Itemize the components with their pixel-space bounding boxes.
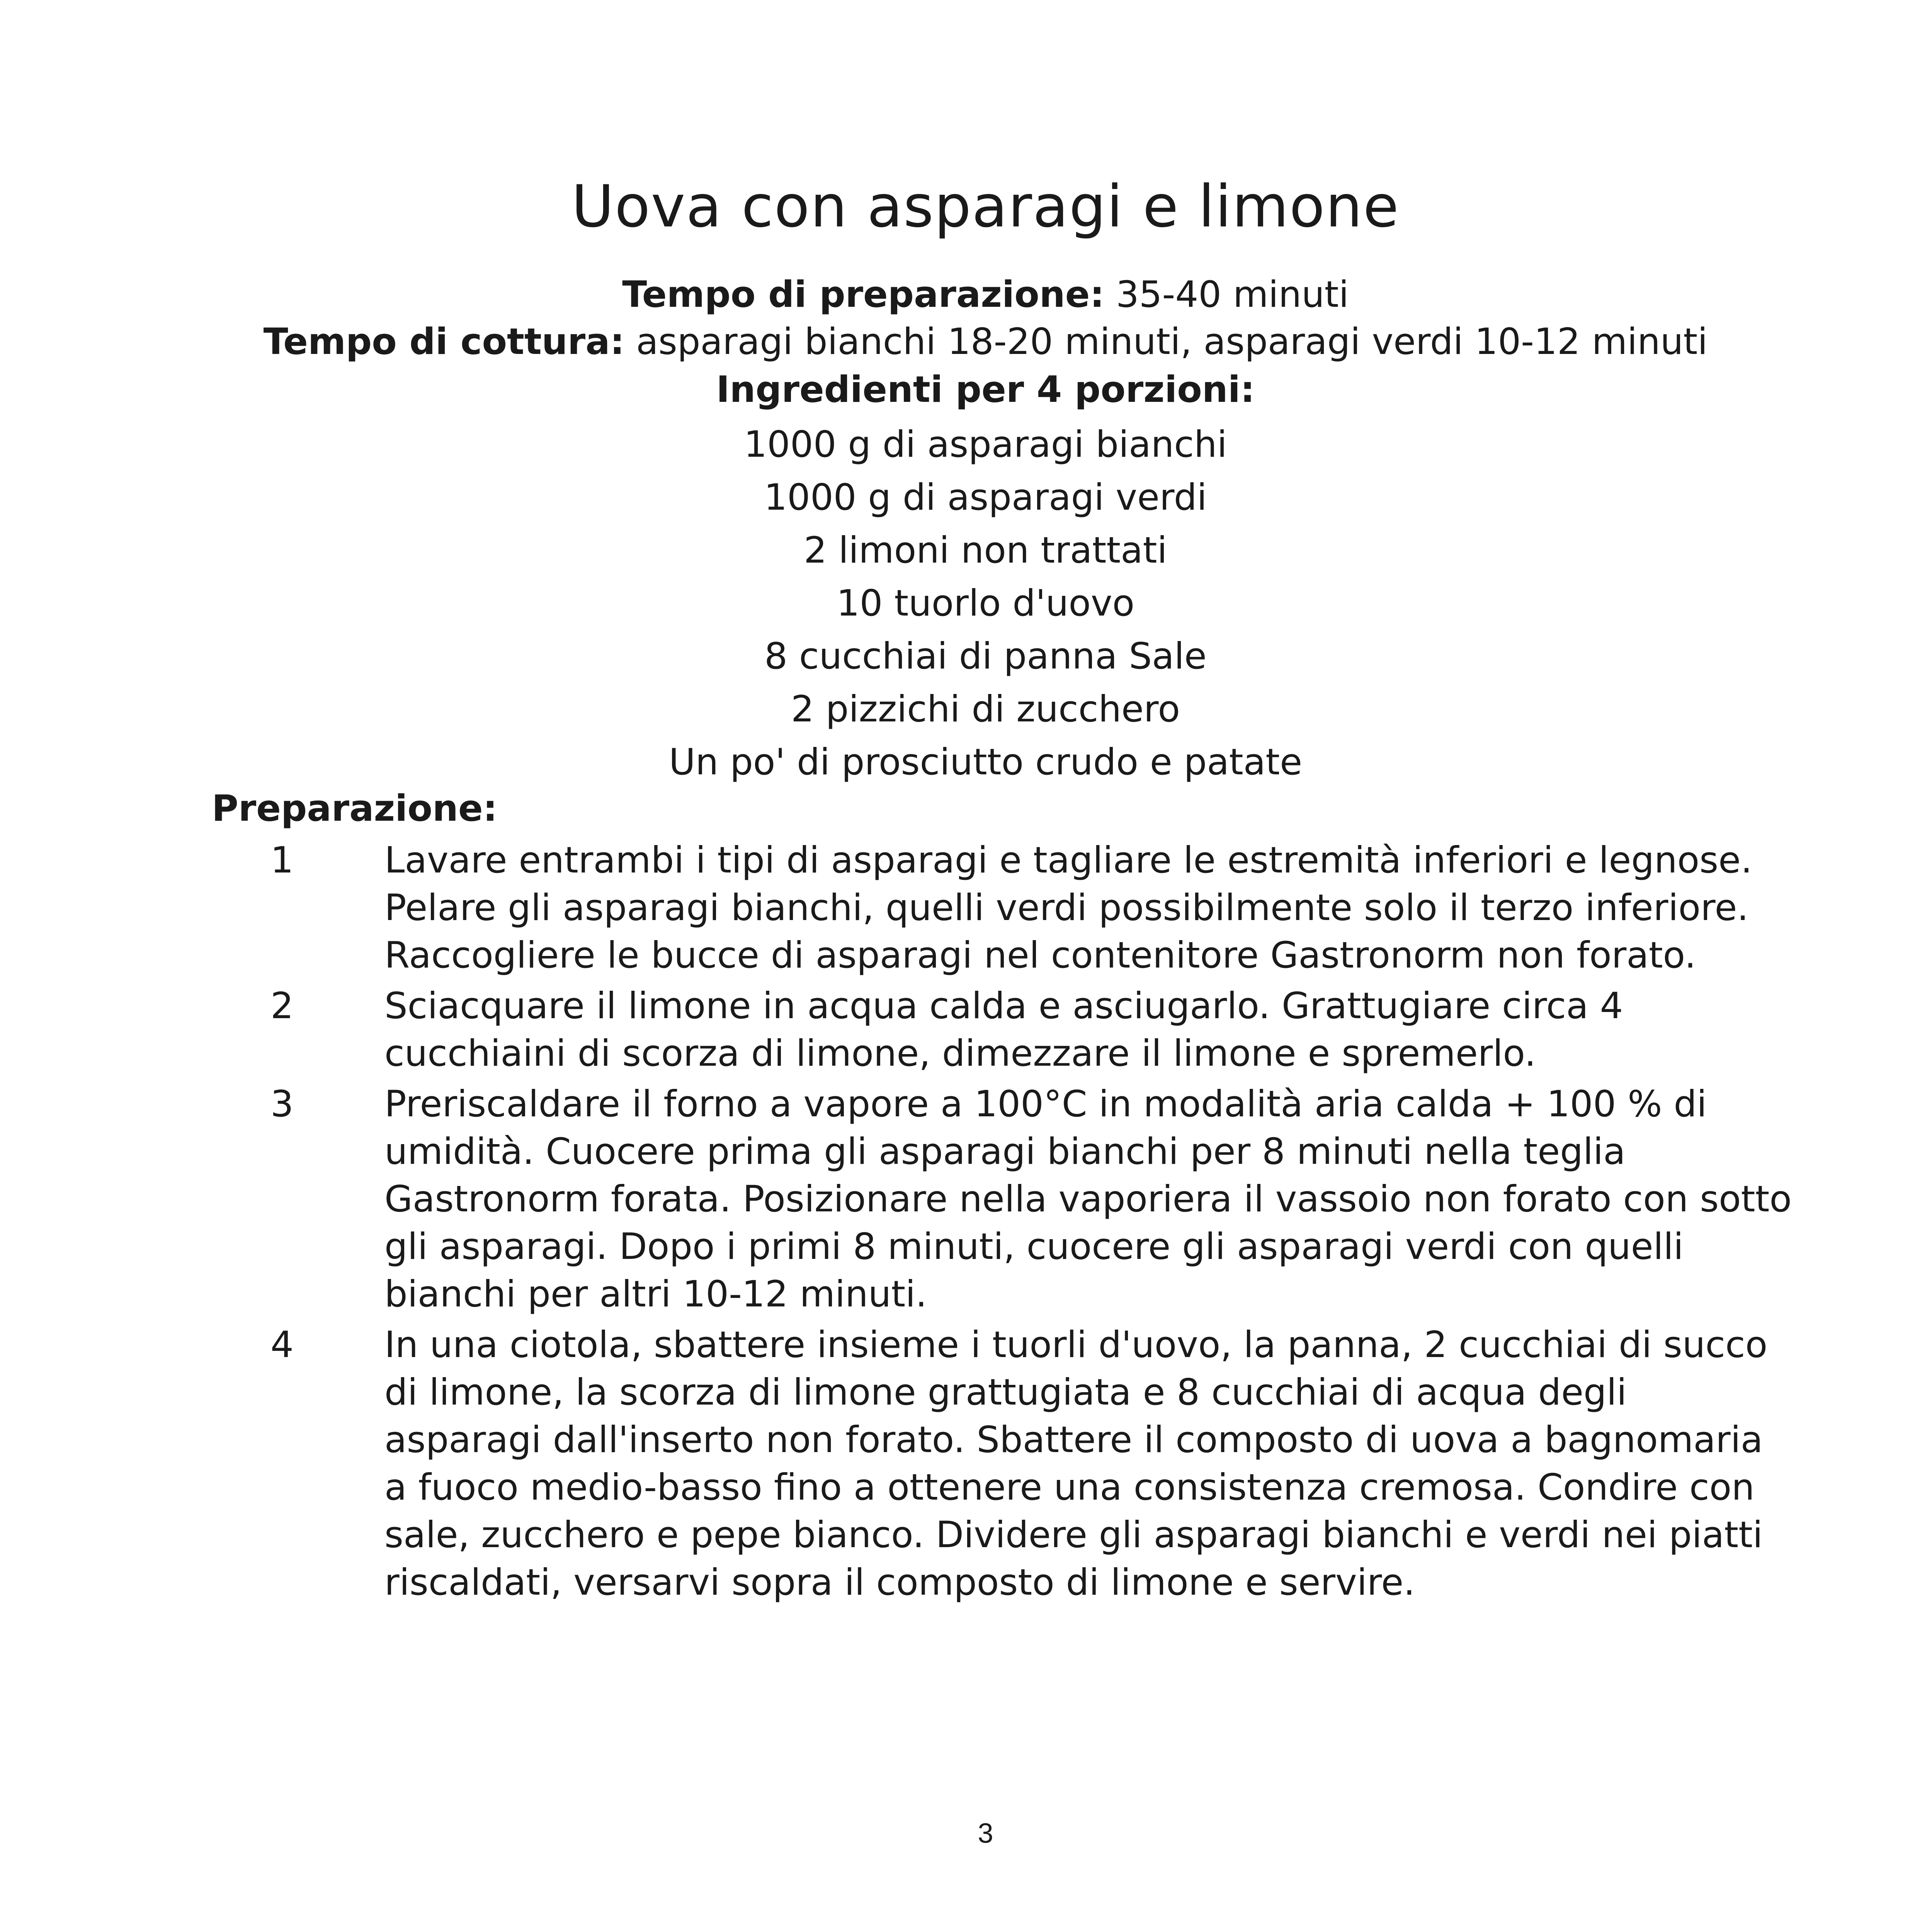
step-line: Raccogliere le bucce di asparagi nel contenitore Gastronorm non forato.	[384, 934, 1696, 976]
step-line: Pelare gli asparagi bianchi, quelli verdi possibilmente solo il terzo inferiore.	[384, 887, 1749, 929]
cook-time	[0, 318, 1932, 366]
ingredient-item: 2 pizzichi di zucchero	[791, 688, 1180, 730]
step-line: sale, zucchero e pepe bianco. Dividere gli asparagi bianchi e verdi nei piatti	[384, 1514, 1763, 1556]
prep-time-label: Tempo di preparazione:	[622, 274, 1105, 316]
step-line: umidità. Cuocere prima gli asparagi bianchi per 8 minuti nella teglia	[384, 1131, 1626, 1173]
cook-time-value: asparagi bianchi 18-20 minuti, asparagi verdi 10-12 minuti	[624, 321, 1708, 363]
preparation-heading: Preparazione:	[212, 787, 498, 830]
preparation-steps	[0, 837, 1932, 1609]
step-item	[0, 1080, 1932, 1318]
step-line: gli asparagi. Dopo i primi 8 minuti, cuocere gli asparagi verdi con quelli	[384, 1226, 1684, 1268]
ingredient-item: 1000 g di asparagi bianchi	[744, 423, 1227, 466]
ingredient-item: 1000 g di asparagi verdi	[764, 476, 1207, 519]
step-line: riscaldati, versarvi sopra il composto di limone e servire.	[384, 1561, 1415, 1604]
step-number: 4	[270, 1324, 294, 1366]
step-number: 2	[270, 985, 294, 1027]
step-line: Gastronorm forata. Posizionare nella vaporiera il vassoio non forato con sotto	[384, 1178, 1792, 1220]
step-line: Preriscaldare il forno a vapore a 100°C in modalità aria calda + 100 % di	[384, 1083, 1707, 1125]
step-item	[0, 1321, 1932, 1606]
ingredient-item: Un po' di prosciutto crudo e patate	[668, 741, 1303, 783]
step-line: di limone, la scorza di limone grattugiata e 8 cucchiai di acqua degli	[384, 1371, 1627, 1413]
step-number: 3	[270, 1083, 294, 1125]
step-line: cucchiaini di scorza di limone, dimezzare il limone e spremerlo.	[384, 1032, 1536, 1075]
ingredients-list	[0, 418, 1932, 789]
prep-time-value: 35-40 minuti	[1104, 274, 1349, 316]
page-number: 3	[978, 1818, 993, 1849]
ingredients-heading: Ingredienti per 4 porzioni:	[716, 369, 1255, 411]
ingredient-item: 8 cucchiai di panna Sale	[764, 635, 1207, 677]
step-text	[384, 1321, 1849, 1606]
step-text	[384, 837, 1849, 979]
step-text	[384, 982, 1849, 1077]
step-item	[0, 837, 1932, 979]
step-line: Lavare entrambi i tipi di asparagi e tagliare le estremità inferiori e legnose.	[384, 839, 1752, 881]
ingredient-item: 10 tuorlo d'uovo	[836, 582, 1135, 624]
recipe-title: Uova con asparagi e limone	[571, 173, 1400, 240]
step-line: Sciacquare il limone in acqua calda e asciugarlo. Grattugiare circa 4	[384, 985, 1623, 1027]
step-item	[0, 982, 1932, 1077]
step-line: a fuoco medio-basso fino a ottenere una consistenza cremosa. Condire con	[384, 1466, 1755, 1509]
step-line: bianchi per altri 10-12 minuti.	[384, 1273, 927, 1315]
prep-time	[0, 270, 1932, 319]
ingredient-item: 2 limoni non trattati	[804, 529, 1167, 571]
cook-time-label: Tempo di cottura:	[263, 321, 625, 363]
step-number: 1	[270, 839, 294, 881]
step-line: asparagi dall'inserto non forato. Sbattere il composto di uova a bagnomaria	[384, 1419, 1763, 1461]
step-text	[384, 1080, 1849, 1318]
step-line: In una ciotola, sbattere insieme i tuorli d'uovo, la panna, 2 cucchiai di succo	[384, 1324, 1768, 1366]
